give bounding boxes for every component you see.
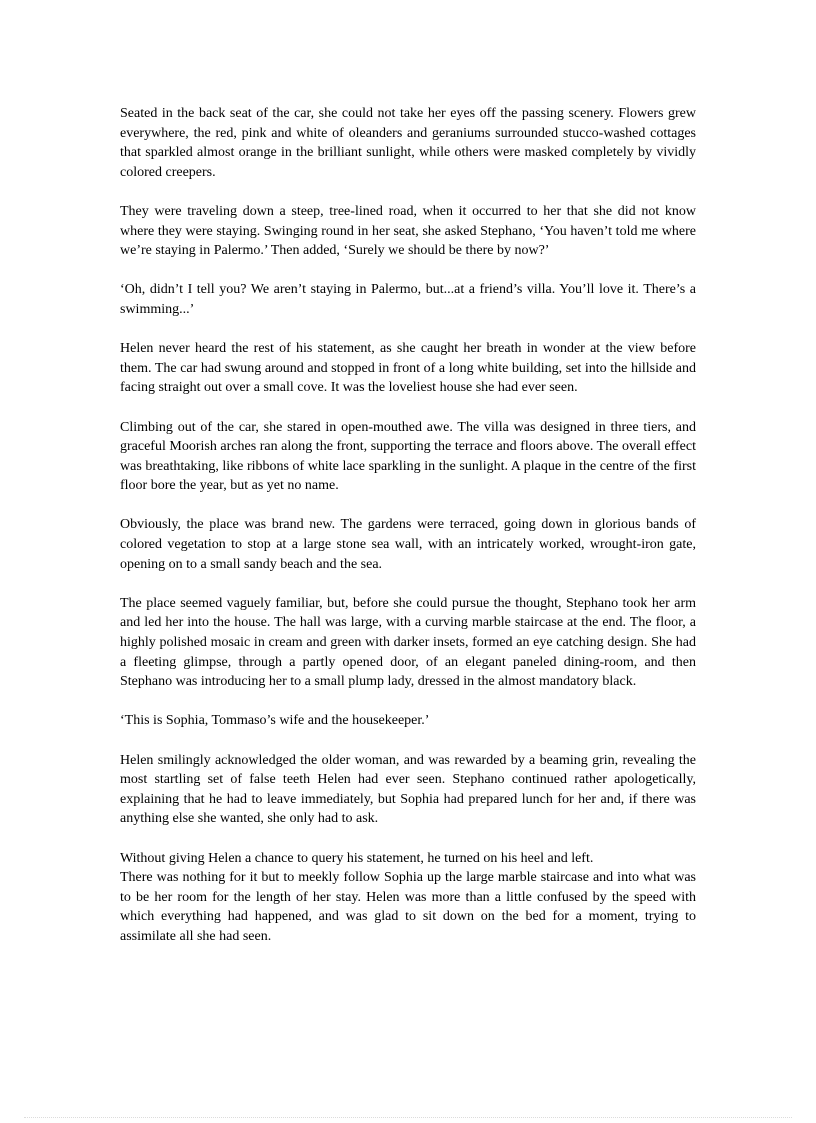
page-bottom-divider bbox=[24, 1117, 792, 1118]
paragraph-6: Obviously, the place was brand new. The gardens were terraced, going down in glorious bands of colored vegetation to stop at a large stone sea wall, with an intricately worked, wrought-iron gate, opening on to a small sandy beach and the sea. bbox=[120, 517, 696, 572]
paragraph-3: ‘Oh, didn’t I tell you? We aren’t staying in Palermo, but...at a friend’s villa. You’ll love it. There’s a swimming...’ bbox=[120, 282, 696, 317]
paragraph-7: The place seemed vaguely familiar, but, before she could pursue the thought, Stephano took her arm and led her into the house. The hall was large, with a curving marble staircase at the end. The floor, a highly polished mosaic in cream and green with darker insets, formed an eye catching design. She had a fleeting glimpse, through a partly opened door, of an elegant paneled dining-room, and then Stephano was introducing her to a small plump lady, dressed in the almost mandatory black. bbox=[120, 595, 696, 690]
document-body bbox=[120, 104, 696, 966]
paragraph-9: Helen smilingly acknowledged the older woman, and was rewarded by a beaming grin, revealing the most startling set of false teeth Helen had ever seen. Stephano continued rather apologetically, explaining that he had to leave immediately, but Sophia had prepared lunch for her and, if there was anything else she wanted, she only had to ask. bbox=[120, 752, 696, 827]
paragraph-10: Without giving Helen a chance to query his statement, he turned on his heel and left. There was nothing for it but to meekly follow Sophia up the large marble staircase and into what was to be her room for the length of her stay. Helen was more than a little confused by the speed with which everything had happened, and was glad to sit down on the bed for a moment, trying to assimilate all she had seen. bbox=[120, 850, 696, 944]
paragraph-8: ‘This is Sophia, Tommaso’s wife and the housekeeper.’ bbox=[120, 713, 430, 729]
paragraph-4: Helen never heard the rest of his statement, as she caught her breath in wonder at the view before them. The car had swung around and stopped in front of a long white building, set into the hillside and facing straight out over a small cove. It was the loveliest house she had ever seen. bbox=[120, 341, 696, 396]
paragraph-2: They were traveling down a steep, tree-lined road, when it occurred to her that she did not know where they were staying. Swinging round in her seat, she asked Stephano, ‘You haven’t told me where we’re staying in Palermo.’ Then added, ‘Surely we should be there by now?’ bbox=[120, 203, 696, 259]
paragraph-1: Seated in the back seat of the car, she could not take her eyes off the passing scenery. Flowers grew everywhere, the red, pink and white of oleanders and geraniums surrounded stucco-washed cottages that sparkled almost orange in the brilliant sunlight, while others were masked completely by vividly colored creepers. bbox=[120, 106, 696, 180]
paragraph-5: Climbing out of the car, she stared in open-mouthed awe. The villa was designed in three tiers, and graceful Moorish arches ran along the front, supporting the terrace and floors above. The overall effect was breathtaking, like ribbons of white lace sparkling in the sunlight. A plaque in the centre of the first floor bore the year, but as yet no name. bbox=[120, 419, 696, 494]
